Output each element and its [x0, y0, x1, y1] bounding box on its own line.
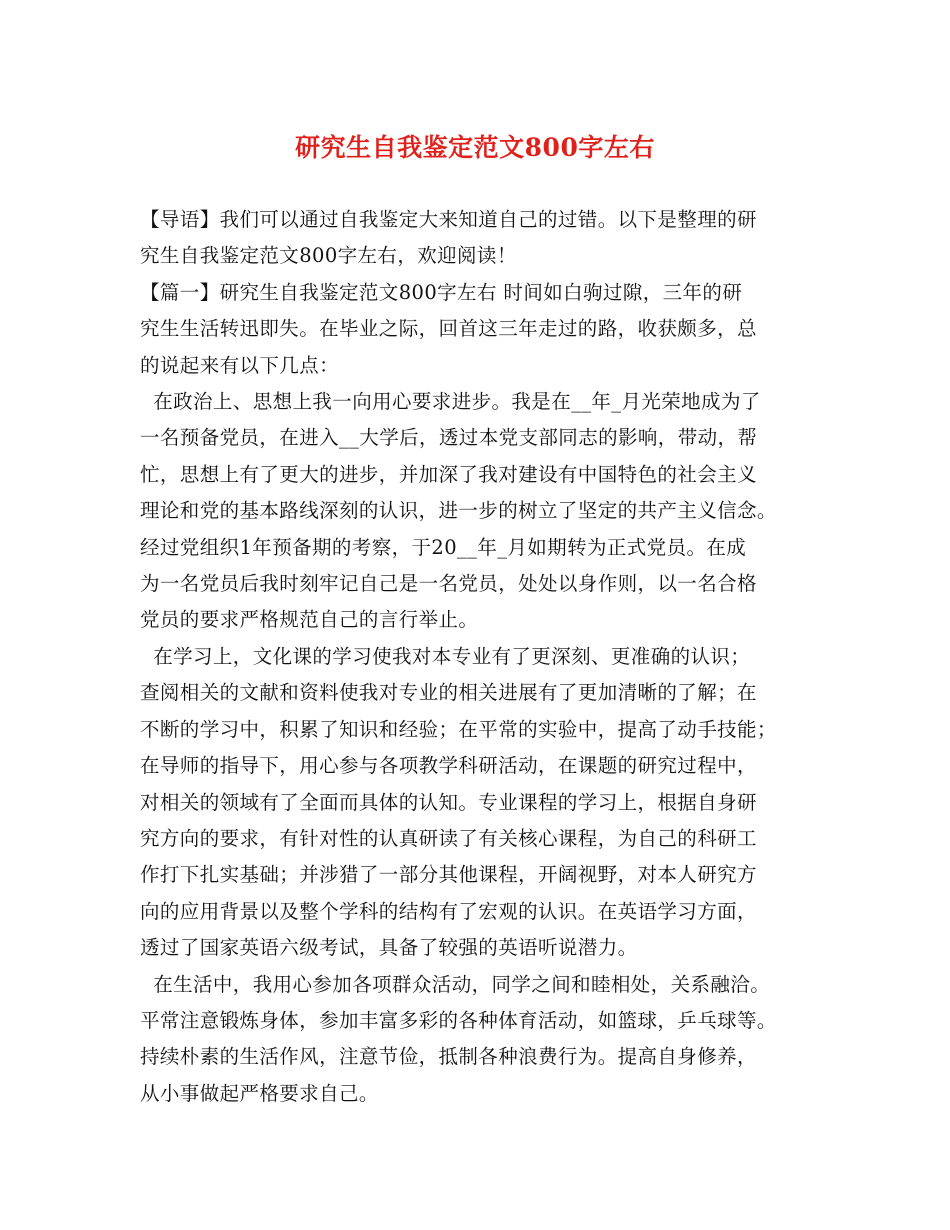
text-line: 理论和党的基本路线深刻的认识，进一步的树立了坚定的共产主义信念。	[140, 499, 777, 523]
text-line: 持续朴素的生活作风，注意节俭，抵制各种浪费行为。提高自身修养，	[140, 1045, 757, 1069]
text-line: 的说起来有以下几点：	[140, 353, 340, 377]
text-line: 在政治上、思想上我一向用心要求进步。我是在__年_月光荣地成为了	[140, 390, 761, 414]
text-line: 作打下扎实基础；并涉猎了一部分其他课程，开阔视野，对本人研究方	[140, 863, 757, 887]
text-line: 透过了国家英语六级考试，具备了较强的英语听说潜力。	[140, 936, 638, 960]
text-line: 究生生活转迅即失。在毕业之际，回首这三年走过的路，收获颇多，总	[140, 317, 757, 341]
text-line: 忙，思想上有了更大的进步，并加深了我对建设有中国特色的社会主义	[140, 462, 757, 486]
text-line: 一名预备党员，在进入__大学后，透过本党支部同志的影响，带动，帮	[140, 426, 758, 450]
text-line: 从小事做起严格要求自己。	[140, 1081, 379, 1105]
text-line: 【篇一】研究生自我鉴定范文800字左右 时间如白驹过隙，三年的研	[140, 280, 743, 304]
text-line: 对相关的领域有了全面而具体的认知。专业课程的学习上，根据自身研	[140, 790, 757, 814]
text-line: 平常注意锻炼身体，参加丰富多彩的各种体育活动，如篮球，乒乓球等。	[140, 1008, 777, 1032]
text-line: 究生自我鉴定范文800字左右，欢迎阅读！	[140, 244, 517, 268]
text-line: 查阅相关的文献和资料使我对专业的相关进展有了更加清晰的了解；在	[140, 681, 757, 705]
text-line: 向的应用背景以及整个学科的结构有了宏观的认识。在英语学习方面，	[140, 899, 757, 923]
text-line: 【导语】我们可以通过自我鉴定大来知道自己的过错。以下是整理的研	[140, 208, 757, 231]
text-line: 在学习上，文化课的学习使我对本专业有了更深刻、更准确的认识；	[140, 644, 751, 668]
text-line: 在导师的指导下，用心参与各项教学科研活动，在课题的研究过程中，	[140, 754, 757, 778]
text-line: 不断的学习中，积累了知识和经验；在平常的实验中，提高了动手技能；	[140, 717, 777, 741]
text-line: 究方向的要求，有针对性的认真研读了有关核心课程，为自己的科研工	[140, 826, 757, 850]
text-line: 为一名党员后我时刻牢记自己是一名党员，处处以身作则，以一名合格	[140, 572, 757, 596]
text-line: 在生活中，我用心参加各项群众活动，同学之间和睦相处，关系融洽。	[140, 972, 771, 996]
document-body	[140, 202, 830, 1112]
text-line: 经过党组织1年预备期的考察，于20__年_月如期转为正式党员。在成	[140, 535, 747, 559]
document-title: 研究生自我鉴定范文800字左右	[295, 133, 655, 162]
text-line: 党员的要求严格规范自己的言行举止。	[140, 608, 479, 632]
